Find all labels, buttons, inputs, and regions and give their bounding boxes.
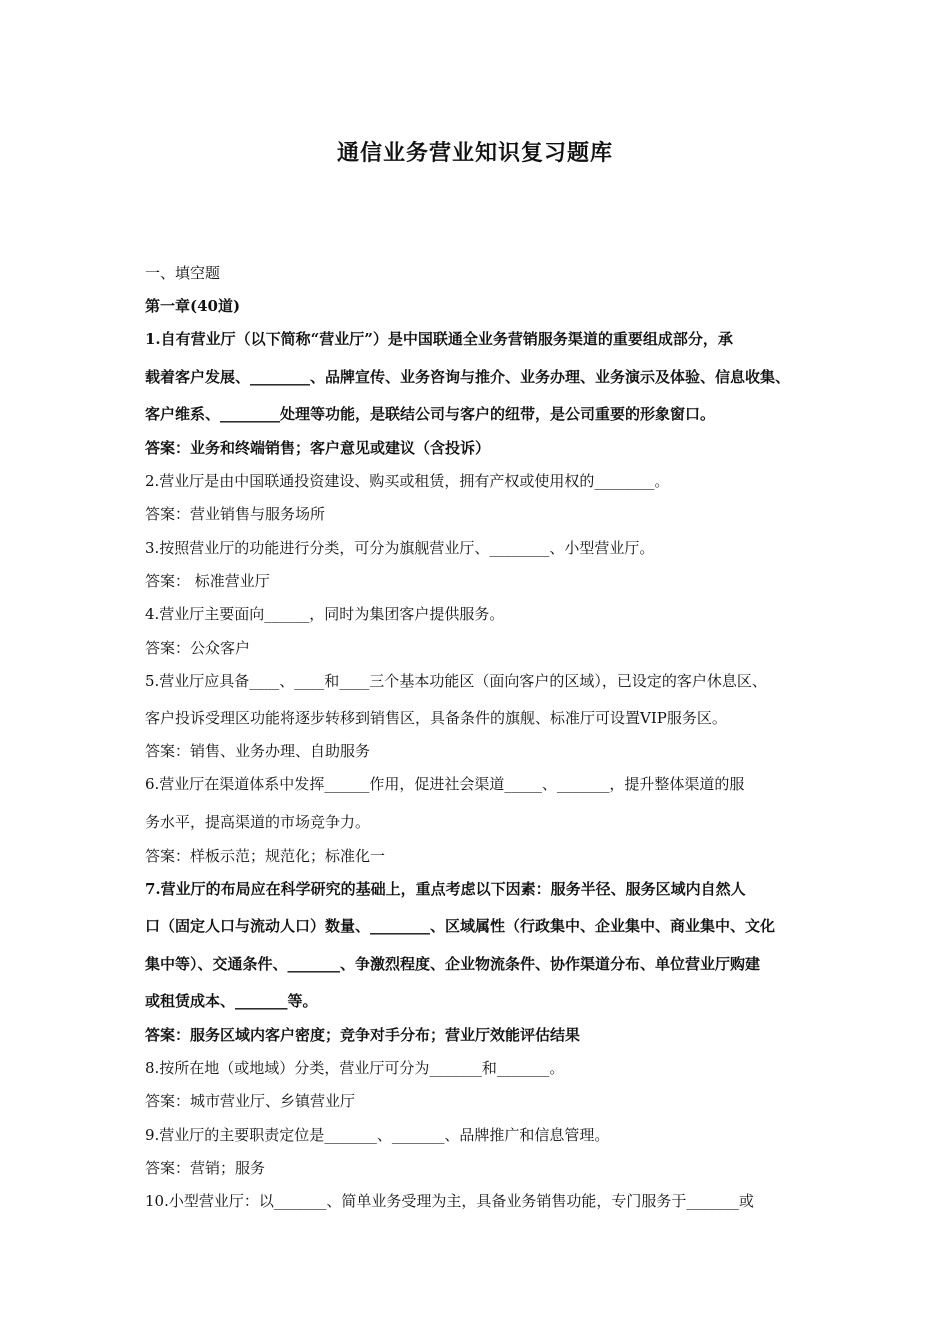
text-line: 答案：公众客户 [145,639,251,657]
text-line: 或租赁成本、_______等。 [145,992,318,1010]
text-line: 8.按所在地（或地域）分类，营业厅可分为_______和_______。 [145,1059,565,1077]
text-line: 一、填空题 [145,264,221,282]
text-line: 答案：营业销售与服务场所 [145,505,326,523]
text-line: 9.营业厅的主要职责定位是_______、_______、品牌推广和信息管理。 [145,1126,610,1144]
text-line: 4.营业厅主要面向______，同时为集团客户提供服务。 [145,605,505,623]
text-line: 2.营业厅是由中国联通投资建设、购买或租赁，拥有产权或使用权的________。 [145,472,670,490]
text-line: 客户投诉受理区功能将逐步转移到销售区，具备条件的旗舰、标准厅可设置VIP服务区。 [145,709,727,727]
text-line: 答案：营销；服务 [145,1159,266,1177]
text-line: 10.小型营业厅：以_______、简单业务受理为主，具备业务销售功能，专门服务于_______或 [145,1192,754,1210]
text-line: 客户维系、________处理等功能，是联结公司与客户的纽带，是公司重要的形象窗口。 [145,405,716,423]
text-line: 第一章(40道) [145,297,241,315]
text-line: 答案：业务和终端销售；客户意见或建议（含投诉） [145,439,491,457]
text-line: 口（固定人口与流动人口）数量、________、区域属性（行政集中、企业集中、商业集中、文化 [145,917,776,935]
text-line: 3.按照营业厅的功能进行分类，可分为旗舰营业厅、________、小型营业厅。 [145,539,655,557]
text-line: 5.营业厅应具备____、____和____三个基本功能区（面向客户的区域），已设定的客户休息区、 [145,672,767,690]
text-line: 集中等）、交通条件、_______、争激烈程度、企业物流条件、协作渠道分布、单位营业厅购建 [145,955,761,973]
text-line: 1.自有营业厅（以下简称“营业厅”）是中国联通全业务营销服务渠道的重要组成部分，承 [145,330,733,348]
text-line: 载着客户发展、________、品牌宣传、业务咨询与推介、业务办理、业务演示及体验、信息收集、 [145,368,791,386]
text-line: 6.营业厅在渠道体系中发挥______作用，促进社会渠道_____、_______，提升整体渠道的服 [145,775,745,793]
text-line: 答案：城市营业厅、乡镇营业厅 [145,1092,356,1110]
text-line: 答案：销售、业务办理、自助服务 [145,742,371,760]
text-line: 答案： 标准营业厅 [145,572,270,590]
text-line: 答案：样板示范；规范化；标准化一 [145,847,386,865]
text-line: 务水平，提高渠道的市场竞争力。 [145,813,371,831]
document-title: 通信业务营业知识复习题库 [336,141,613,166]
text-line: 7.营业厅的布局应在科学研究的基础上，重点考虑以下因素：服务半径、服务区域内自然人 [145,880,746,898]
text-line: 答案：服务区域内客户密度；竞争对手分布；营业厅效能评估结果 [145,1026,581,1044]
